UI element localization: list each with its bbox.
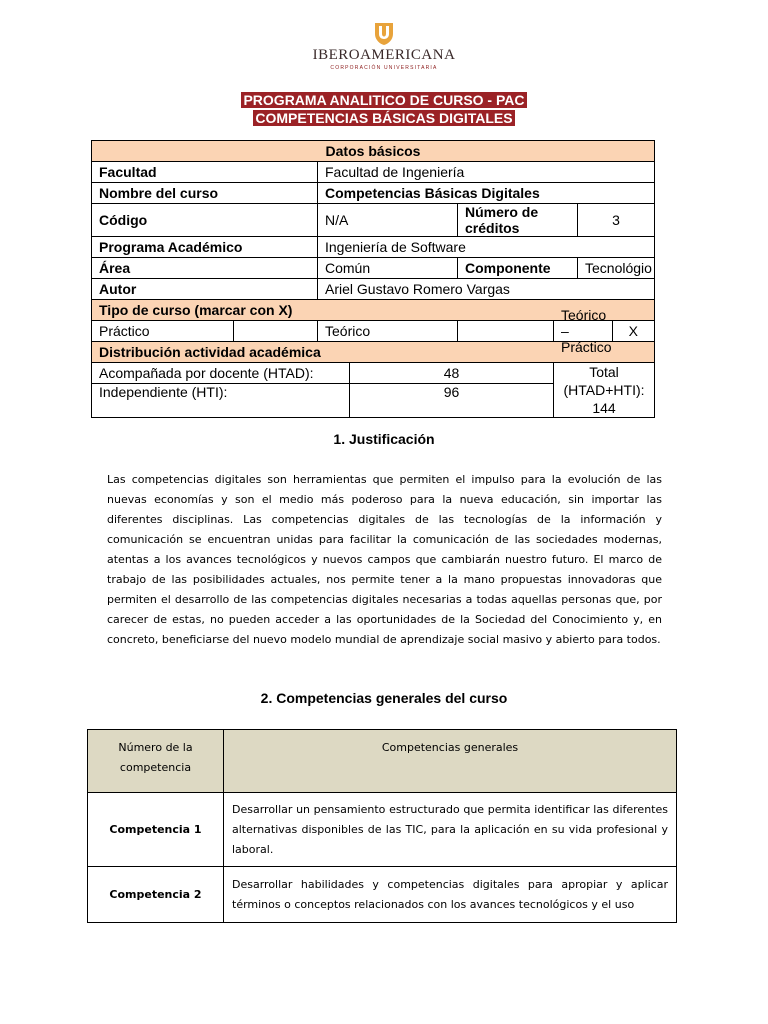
hti-value: 96 bbox=[350, 384, 554, 418]
tipo-curso-header: Tipo de curso (marcar con X) bbox=[92, 300, 655, 321]
nombre-label: Nombre del curso bbox=[92, 183, 318, 204]
competencia-label: Competencia 2 bbox=[88, 867, 224, 923]
programa-label: Programa Académico bbox=[92, 237, 318, 258]
competencia-desc: Desarrollar habilidades y competencias digitales para apropiar y aplicar términos o conceptos relacionados con los avances tecnológicos y el uso bbox=[224, 867, 677, 923]
creditos-value: 3 bbox=[578, 204, 655, 237]
competencias-table bbox=[87, 729, 677, 923]
practico-mark-cell bbox=[234, 321, 318, 342]
area-label: Área bbox=[92, 258, 318, 279]
competencias-heading: 2. Competencias generales del curso bbox=[260, 690, 508, 706]
shield-logo-icon bbox=[373, 22, 395, 46]
basic-header: Datos básicos bbox=[92, 141, 655, 162]
col-competencias-header: Competencias generales bbox=[224, 730, 677, 793]
total-cell bbox=[554, 363, 655, 418]
autor-value: Ariel Gustavo Romero Vargas bbox=[318, 279, 655, 300]
teorico-practico-mark: X bbox=[612, 321, 654, 341]
codigo-value: N/A bbox=[318, 204, 458, 237]
facultad-label: Facultad bbox=[92, 162, 318, 183]
basic-data-table bbox=[91, 140, 655, 418]
total-line-2: (HTAD+HTI): bbox=[563, 382, 645, 398]
programa-value: Ingeniería de Software bbox=[318, 237, 655, 258]
autor-label: Autor bbox=[92, 279, 318, 300]
componente-value: Tecnológio bbox=[578, 258, 655, 279]
hti-label: Independiente (HTI): bbox=[92, 384, 350, 418]
competencia-label: Competencia 1 bbox=[88, 793, 224, 867]
facultad-value: Facultad de Ingeniería bbox=[318, 162, 655, 183]
teorico-practico-label: Teórico – Práctico bbox=[561, 307, 612, 355]
componente-label: Componente bbox=[458, 258, 578, 279]
table-row bbox=[88, 867, 677, 923]
university-logo bbox=[0, 22, 768, 71]
title-line-2: COMPETENCIAS BÁSICAS DIGITALES bbox=[255, 110, 513, 126]
competencia-desc: Desarrollar un pensamiento estructurado que permita identificar las diferentes alternativas disponibles de las TIC, para la aplicación en su vida profesional y laboral. bbox=[224, 793, 677, 867]
codigo-label: Código bbox=[92, 204, 318, 237]
table-row bbox=[88, 793, 677, 867]
distribucion-header: Distribución actividad académica bbox=[92, 342, 655, 363]
teorico-practico-cell bbox=[554, 307, 655, 355]
teorico-mark-cell bbox=[458, 321, 554, 342]
logo-brand: IBEROAMERICANA bbox=[312, 47, 456, 63]
creditos-label: Número de créditos bbox=[458, 204, 578, 237]
total-value: 144 bbox=[592, 400, 616, 416]
total-line-1: Total bbox=[589, 364, 619, 380]
col-numero-header: Número de la competencia bbox=[88, 730, 224, 793]
logo-subtitle: CORPORACIÓN UNIVERSITARIA bbox=[330, 65, 438, 71]
nombre-value: Competencias Básicas Digitales bbox=[318, 183, 655, 204]
justificacion-text: Las competencias digitales son herramientas que permiten el impulso para la evolución de las nuevas economías y son el medio más poderoso para la nueva educación, sin importar las diferentes disciplinas. Las competencias digitales de las tecnologías de la información y comunicación se encuentran unidas para facilitar la comunicación de las sociedades modernas, atentas a los avances tecnológicos y nuevos campos que cambiarán nuestro futuro. El marco de trabajo de las posibilidades actuales, nos permite tener a la mano propuestas innovadoras que permiten el desarrollo de las competencias digitales necesarias a todas aquellas personas que, por carecer de estas, no pueden acceder a las oportunidades de la Sociedad del Conocimiento y, en concreto, beneficiarse del nuevo modelo mundial de aprendizaje social masivo y abierto para todos. bbox=[107, 473, 662, 646]
htad-label: Acompañada por docente (HTAD): bbox=[92, 363, 350, 384]
justificacion-heading: 1. Justificación bbox=[333, 431, 435, 447]
document-title bbox=[0, 92, 768, 128]
title-line-1: PROGRAMA ANALITICO DE CURSO - PAC bbox=[243, 92, 525, 108]
htad-value: 48 bbox=[350, 363, 554, 384]
practico-label: Práctico bbox=[92, 321, 234, 342]
area-value: Común bbox=[318, 258, 458, 279]
teorico-label: Teórico bbox=[318, 321, 458, 342]
